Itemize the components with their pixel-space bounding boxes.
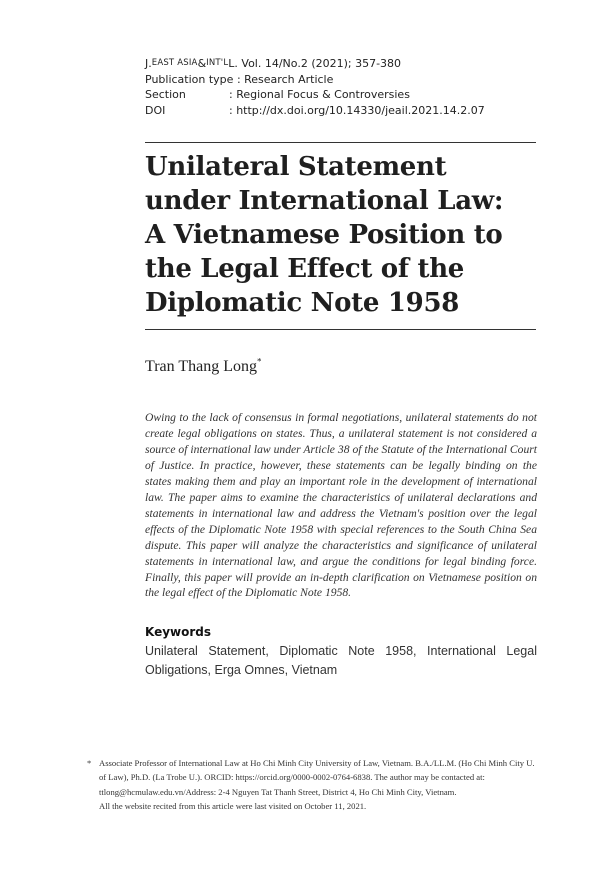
- title-bottom-rule: [145, 329, 536, 330]
- section-value: : Regional Focus & Controversies: [229, 88, 410, 101]
- publication-type-label: Publication type: [145, 72, 234, 86]
- publication-type-value: : Research Article: [236, 72, 334, 86]
- title-line: the Legal Effect of the: [145, 254, 465, 284]
- journal-word-intl: INT'L: [206, 58, 229, 68]
- journal-word-east-asia: EAST ASIA: [151, 58, 198, 68]
- journal-prefix: J.: [145, 57, 152, 70]
- title-top-rule: [145, 142, 536, 143]
- author-footnote: [87, 756, 539, 814]
- footnote-note: All the website recited from this article were last visited on October 11, 2021.: [99, 801, 367, 812]
- article-metadata: [145, 56, 565, 118]
- footnote-mark: *: [87, 758, 92, 768]
- footnote-text: Associate Professor of International Law at Ho Chi Minh City University of Law, Vietnam. B.A./LL.M. (Ho Chi Minh City U. of Law), Ph.D. (La Trobe U.). ORCID: https://orcid.org/0000-0002-0764-6838. The author may be contacted at: ttlong@hcmulaw.edu.vn/Address: 2-4 Nguyen Tat Thanh Street, District 4, Ho Chi Minh City, Vietnam.: [99, 758, 535, 797]
- author-footnote-mark[interactable]: *: [257, 356, 262, 367]
- title-line: Unilateral Statement: [145, 152, 447, 182]
- doi-value[interactable]: : http://dx.doi.org/10.14330/jeail.2021.14.2.07: [229, 103, 485, 117]
- title-line: Diplomatic Note 1958: [145, 288, 460, 318]
- journal-amp: &: [197, 57, 207, 70]
- article-title: [145, 150, 540, 320]
- journal-citation: [145, 56, 565, 72]
- doi-label: DOI: [145, 103, 166, 117]
- section-row: [145, 87, 565, 103]
- title-line: under International Law:: [145, 186, 504, 216]
- section-label: Section: [145, 88, 186, 101]
- abstract: Owing to the lack of consensus in formal negotiations, unilateral statements do not create legal obligations on states. Thus, a unilateral statement is not considered a source of international law under Article 38 of the Statute of the International Court of Justice. In practice, however, these statements can be legally binding on the states making them and play an important role in the development of international law. The paper aims to examine the characteristics of unilateral declarations and statements in international law and address the Vietnam's position over the legal effects of the Diplomatic Note 1958 with special references to the South China Sea dispute. This paper will analyze the characteristics and significance of unilateral statements in international law, and argue the conditions for legal binding force. Finally, this paper will provide an in-depth clarification on Vietnamese position on the legal effect of the Diplomatic Note 1958.: [145, 411, 537, 600]
- author-line: [145, 358, 262, 376]
- publication-type-row: [145, 72, 565, 88]
- keywords-list: Unilateral Statement, Diplomatic Note 1958, International Legal Obligations, Erga Omnes, Vietnam: [145, 644, 537, 677]
- keywords-heading: Keywords: [145, 625, 212, 639]
- doi-row: [145, 103, 565, 119]
- journal-volume: L. Vol. 14/No.2 (2021); 357-380: [228, 57, 402, 70]
- author-name: Tran Thang Long: [145, 358, 257, 375]
- title-line: A Vietnamese Position to: [145, 220, 503, 250]
